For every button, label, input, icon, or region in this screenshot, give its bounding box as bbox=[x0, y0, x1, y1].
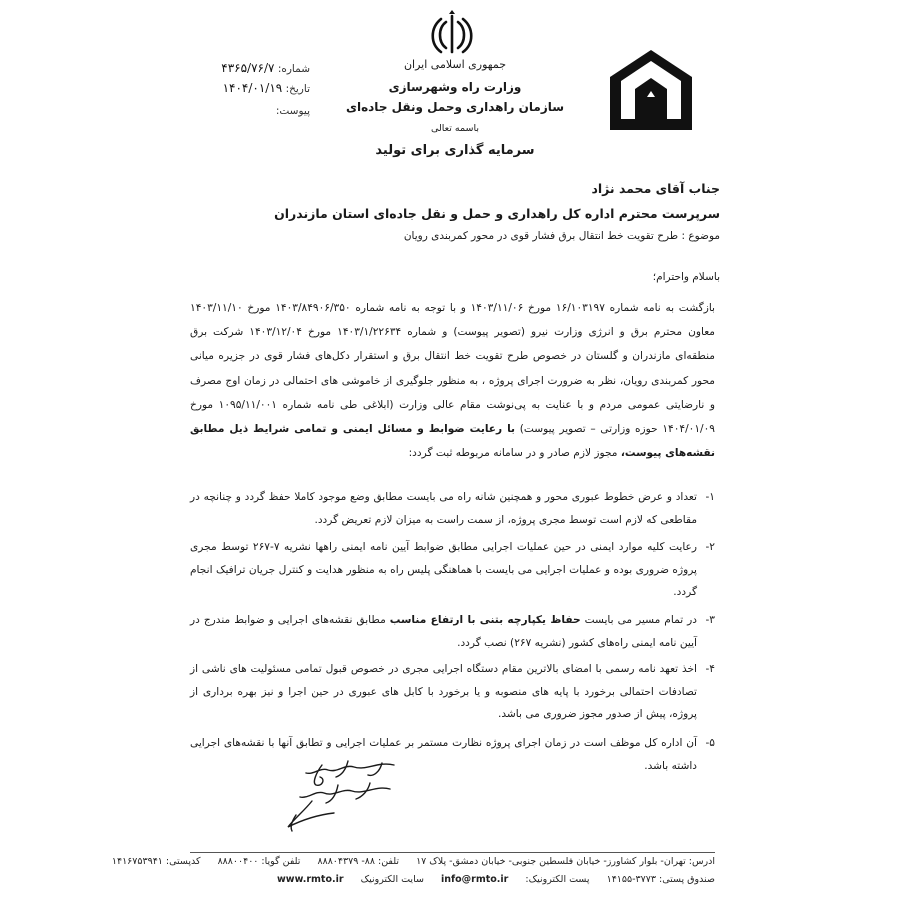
intro-text-1: بازگشت به نامه شماره ۱۶/۱۰۳۱۹۷ مورخ ۱۴۰۳/۱۱/۰۶ و با توجه به نامه شماره ۱۴۰۳/۸۴۹۰۶/۳۵۰ مورخ ۱۴۰۳/۱۱/۱۰ معاون محترم برق و انرژی وزارت نیرو (تصویر پیوست) و شماره ۱۴۰۳/۱/۲۲۶۳۴ مورخ ۱۴۰۳/۱۲/۰۴ شرکت برق منطقه‌ای مازندران و گلستان در خصوص طرح تقویت خط انتقال برق و استقرار دکل‌های فشار قوی در جزیره میانی محور کمربندی رویان، نظر به ضرورت اجرای پروژه ، به منظور جلوگیری از خاموشی های احتمالی در زمان اوج مصرف و نارضایتی عمومی مردم و با عنایت به پی‌نوشت مقام عالی وزارت (ابلاغی طی نامه شماره ۱۰۹۵/۱۱/۰۰۱ مورخ ۱۴۰۴/۰۱/۰۹ حوزه وزارتی – تصویر پیوست) bbox=[190, 302, 715, 436]
addressee-title: سرپرست محترم اداره کل راهداری و حمل و نقل جاده‌ای استان مازندران bbox=[274, 206, 720, 221]
list-item-5 bbox=[190, 732, 715, 777]
footer-phone: تلفن: ۸۸- ۸۸۸۰۴۳۷۹ bbox=[317, 856, 400, 867]
date-value: ۱۴۰۴/۰۱/۱۹ bbox=[222, 81, 283, 95]
letter-date bbox=[200, 81, 310, 95]
intro-text-2: مجوز لازم صادر و در سامانه مربوطه ثبت گردد: bbox=[408, 447, 618, 460]
item-number: ۴- bbox=[705, 663, 715, 675]
item-text: آن اداره کل موظف است در زمان اجرای پروژه نظارت مستمر بر عملیات اجرایی و تطابق آنها با نقشه‌های اجرایی داشته باشد. bbox=[190, 737, 697, 772]
footer-line-2 bbox=[190, 874, 715, 885]
ministry-name: وزارت راه وشهرسازی bbox=[388, 80, 522, 94]
list-item-4 bbox=[190, 658, 715, 726]
country-name: جمهوری اسلامی ایران bbox=[403, 58, 507, 71]
footer-auto-phone: تلفن گویا: ۸۸۸۰۰۴۰۰ bbox=[217, 856, 301, 867]
attachment-label: پیوست: bbox=[275, 105, 310, 117]
handwritten-signature bbox=[282, 755, 400, 835]
footer-site-link[interactable]: www.rmto.ir bbox=[277, 874, 344, 885]
invocation: باسمه تعالی bbox=[430, 123, 480, 134]
footer-postal-code: کدپستی: ۱۴۱۶۷۵۳۹۴۱ bbox=[111, 856, 201, 867]
greeting: باسلام واحترام؛ bbox=[652, 271, 720, 283]
year-slogan: سرمایه گذاری برای تولید bbox=[375, 143, 535, 158]
letter-subject: موضوع : طرح تقویت خط انتقال برق فشار قوی در محور کمربندی رویان bbox=[403, 230, 720, 242]
number-value: ۴۳۶۵/۷۶/۷ bbox=[221, 61, 275, 75]
footer-email-label: پست الکترونیک: bbox=[525, 874, 590, 885]
letter-number bbox=[200, 61, 310, 75]
item-text-bold: حفاظ یکپارچه بتنی با ارتفاع مناسب bbox=[389, 614, 581, 626]
footer-line-1 bbox=[111, 856, 715, 867]
item-number: ۳- bbox=[705, 614, 715, 626]
date-label: تاریخ: bbox=[285, 83, 310, 95]
item-number: ۲- bbox=[705, 541, 715, 553]
list-item-3 bbox=[190, 609, 715, 654]
item-text-pre: در تمام مسیر می بایست bbox=[580, 614, 697, 626]
item-text: تعداد و عرض خطوط عبوری محور و همچنین شانه راه می بایست مطابق وضع موجود کاملا حفظ گردد و چنانچه در مقاطعی که لازم است توسط مجری پروژه، از سمت راست به میزان لازم تعریض گردد. bbox=[190, 491, 697, 526]
footer-email-link[interactable]: info@rmto.ir bbox=[440, 874, 509, 885]
number-label: شماره: bbox=[277, 63, 310, 75]
intro-paragraph bbox=[190, 296, 715, 465]
footer-address: ادرس: تهران- بلوار کشاورز- خیابان فلسطین جنوبی- خیابان دمشق- پلاک ۱۷ bbox=[416, 856, 715, 867]
item-text: رعایت کلیه موارد ایمنی در حین عملیات اجرایی مطابق ضوابط آیین نامه ایمنی راهها نشریه ۷-۲۶۷ توسط مجری پروژه ضروری بوده و عملیات اجرایی می بایست با هماهنگی پلیس راه به منظور هدایت و کنترل جریان ترافیک انجام گردد. bbox=[190, 541, 697, 598]
intro-bold-condition: با رعایت ضوابط و مسائل ایمنی و تمامی شرایط ذیل مطابق نقشه‌های پیوست، bbox=[190, 423, 715, 460]
item-text bbox=[190, 609, 715, 654]
list-item-1 bbox=[190, 486, 715, 531]
item-text-post: مطابق نقشه‌های اجرایی و ضوابط مندرج در آیین نامه ایمنی راه‌های کشور (نشریه ۲۶۷) نصب گردد. bbox=[190, 614, 697, 649]
item-number: ۵- bbox=[705, 737, 715, 749]
iran-emblem-icon bbox=[430, 10, 474, 58]
footer-site-label: سایت الکترونیک bbox=[360, 874, 424, 885]
rmto-logo-icon bbox=[607, 47, 695, 133]
list-item-2 bbox=[190, 536, 715, 604]
organization-name: سازمان راهداری وحمل ونقل جاده‌ای bbox=[345, 100, 565, 114]
footer-rule bbox=[190, 852, 715, 853]
letter-attachment bbox=[200, 105, 310, 117]
item-number: ۱- bbox=[705, 491, 715, 503]
addressee-name: جناب آقای محمد نژاد bbox=[591, 181, 720, 196]
footer-po-box: صندوق پستی: ۳۷۷۳-۱۴۱۵۵ bbox=[606, 874, 715, 885]
item-text: اخذ تعهد نامه رسمی با امضای بالاترین مقام دستگاه اجرایی مجری در خصوص قبول تمامی مسئولیت های ناشی از تصادفات احتمالی برخورد با پایه های منصوبه و یا برخورد با کابل های عبوری در حین اجرا و نیز بهره برداری از پروژه، پیش از صدور مجوز ضروری می باشد. bbox=[190, 663, 697, 720]
